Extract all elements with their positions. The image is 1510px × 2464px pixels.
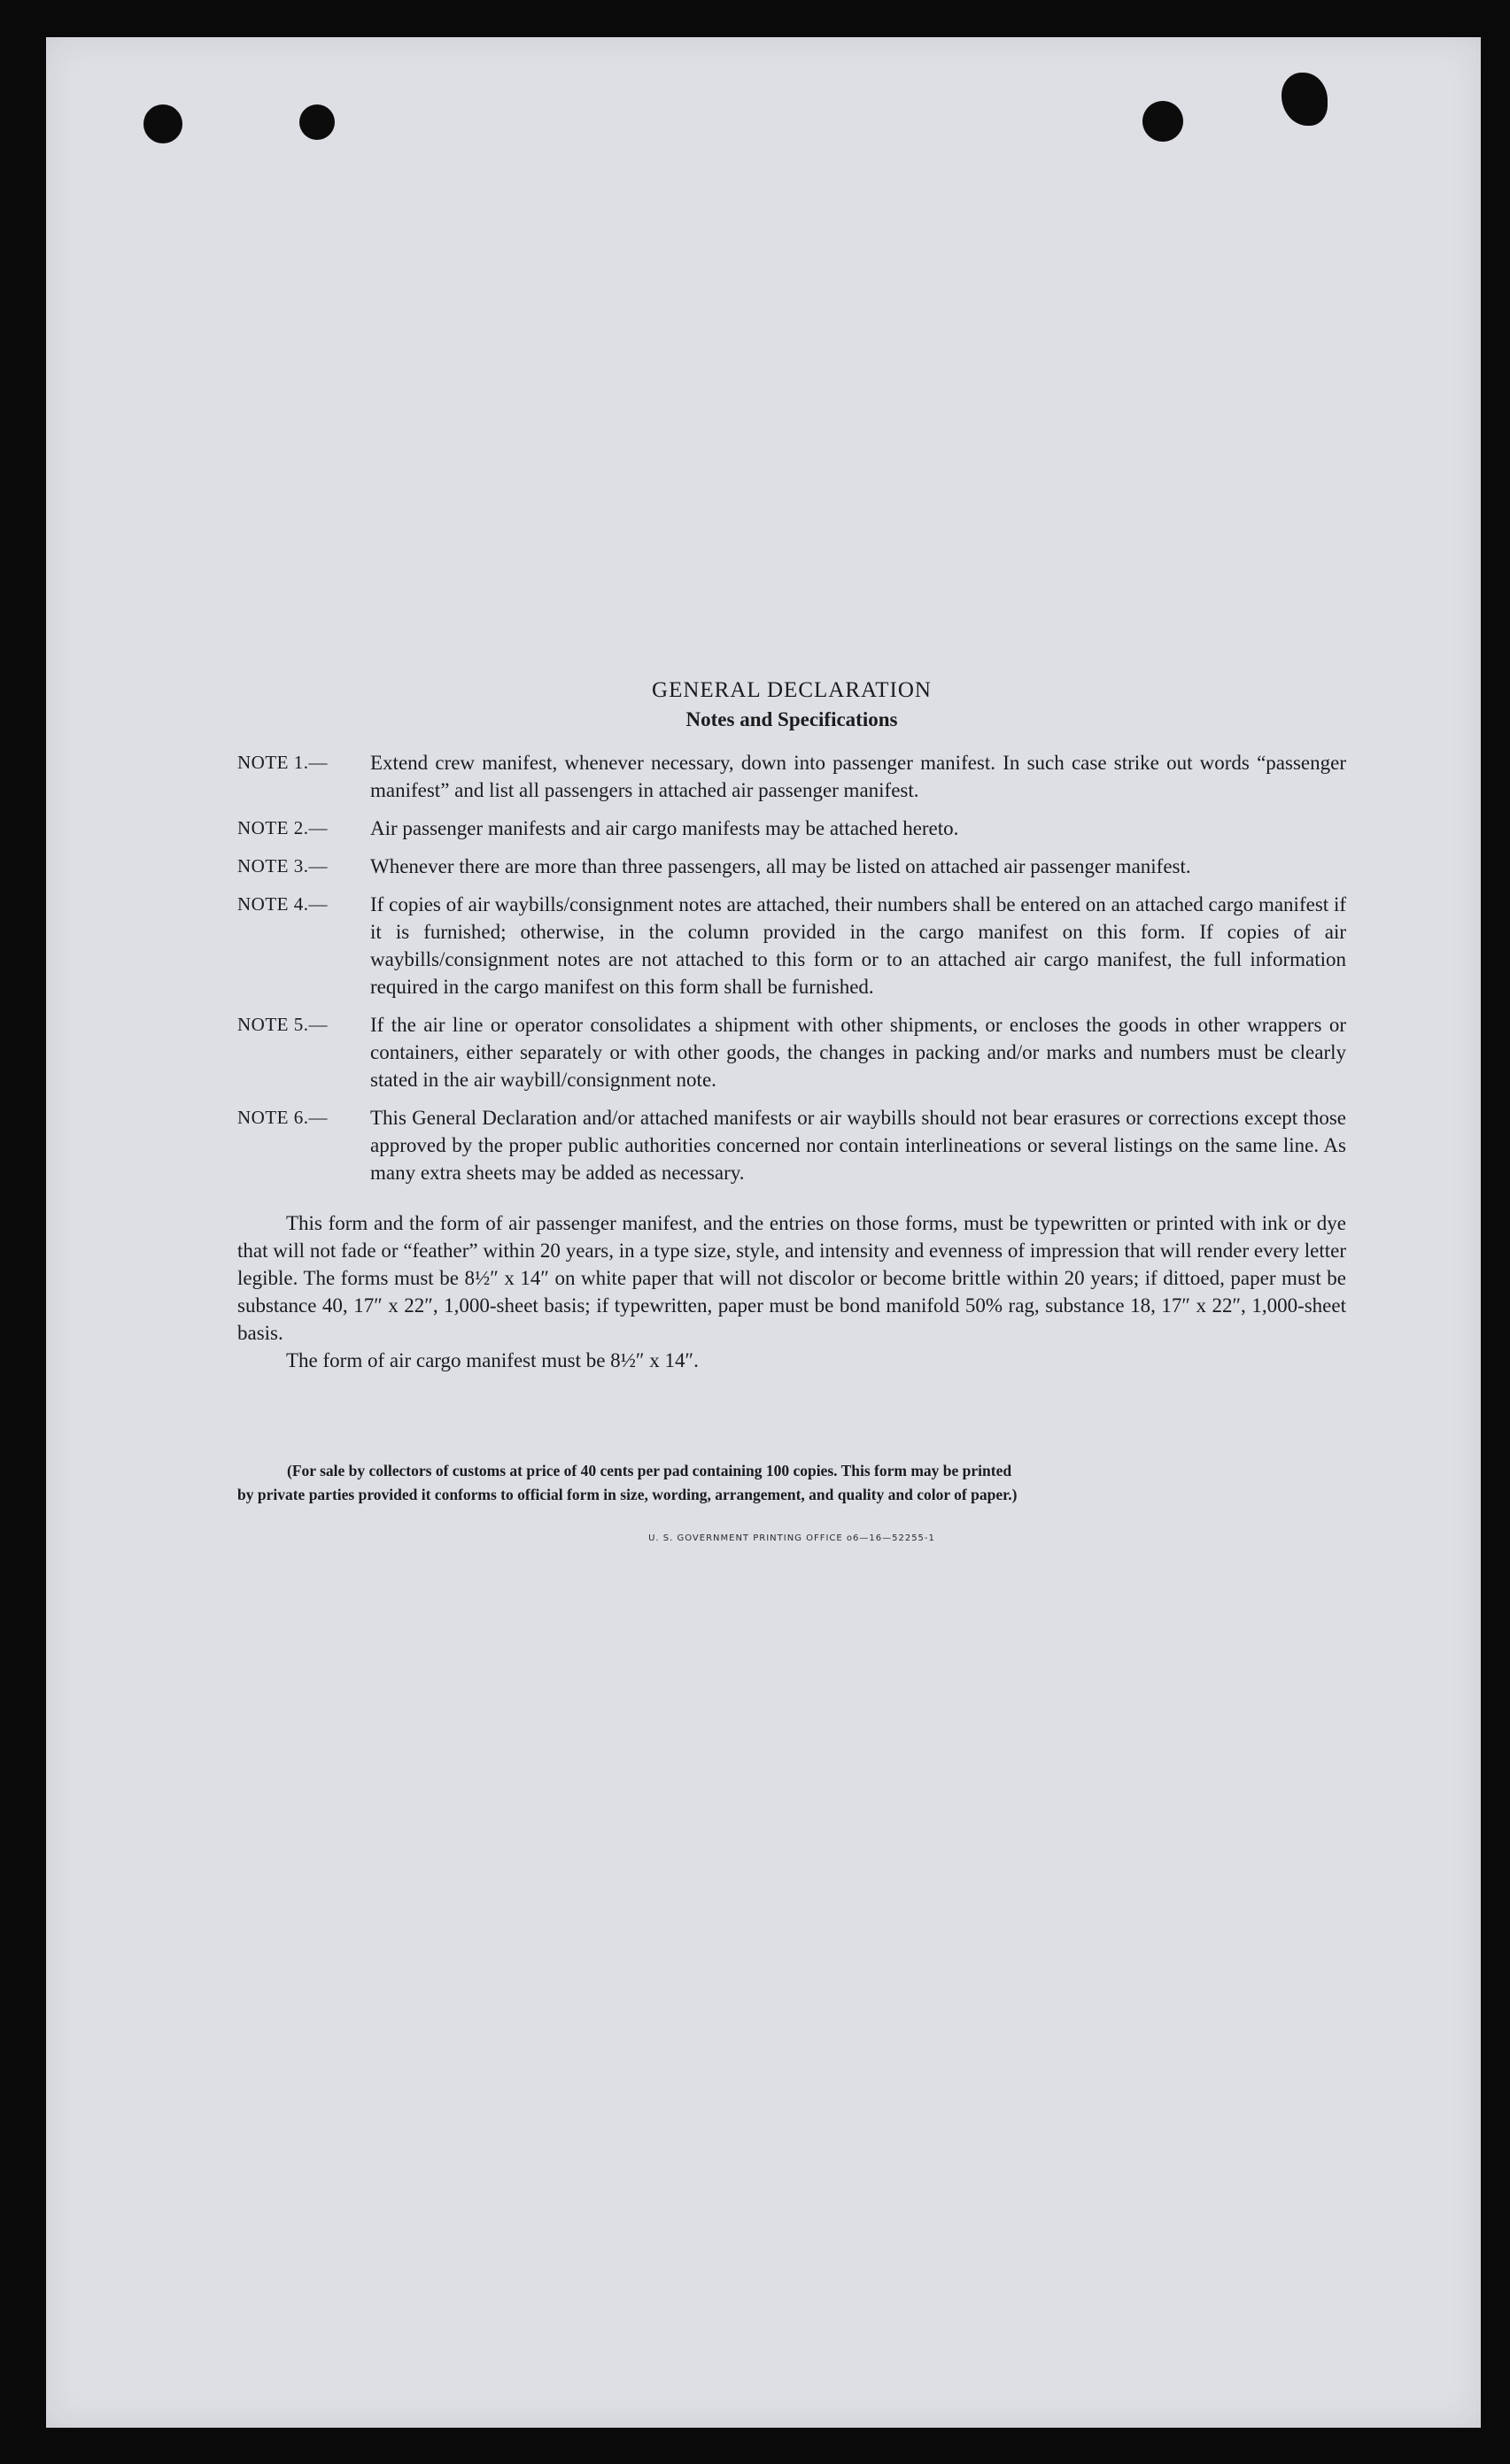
- specification-paragraph: This form and the form of air passenger manifest, and the entries on those forms, must be typewritten or printed with ink or dye that will not fade or “feather” within 20 years, in a type size, style, and intensity and evenness of impression that will render every letter legible. The forms must be 8½″ x 14″ on white paper that will not discolor or become brittle within 20 years; if dittoed, paper must be substance 40, 17″ x 22″, 1,000-sheet basis; if typewritten, paper must be bond manifold 50% rag, substance 18, 17″ x 22″, 1,000-sheet basis.: [237, 1212, 1346, 1344]
- note-label: NOTE 5.—: [237, 1014, 328, 1035]
- page-title: GENERAL DECLARATION: [652, 678, 932, 702]
- note-label: NOTE 1.—: [237, 752, 328, 773]
- note-2: [237, 815, 1346, 842]
- note-5: [237, 1011, 1346, 1093]
- note-6: [237, 1104, 1346, 1186]
- note-label: NOTE 2.—: [237, 817, 328, 838]
- note-text: Extend crew manifest, whenever necessary, down into passenger manifest. In such case strike out words “passenger manifest” and list all passengers in attached air passenger manifest.: [370, 752, 1346, 801]
- declaration-content: [237, 675, 1346, 1543]
- page-subtitle: Notes and Specifications: [685, 708, 898, 730]
- sale-note: [237, 1459, 1346, 1507]
- note-text: If copies of air waybills/consignment notes are attached, their numbers shall be entered on an attached cargo manifest if it is furnished; otherwise, in the column provided in the cargo manifest on this form. If copies of air waybills/consignment notes are not attached to this form or to an attached air cargo manifest, the full information required in the cargo manifest on this form shall be furnished.: [370, 893, 1346, 998]
- printing-office-imprint: U. S. GOVERNMENT PRINTING OFFICE o6—16—52255-1: [648, 1533, 935, 1543]
- note-label: NOTE 3.—: [237, 855, 328, 877]
- note-1: [237, 749, 1346, 804]
- note-label: NOTE 4.—: [237, 893, 328, 915]
- specification-paragraph: The form of air cargo manifest must be 8½″ x 14″.: [286, 1349, 699, 1371]
- punch-hole-right: [1142, 101, 1183, 142]
- sale-note-line: by private parties provided it conforms to official form in size, wording, arrangement, and quality and color of paper.): [237, 1486, 1018, 1503]
- punch-hole-left: [143, 104, 182, 143]
- note-text: This General Declaration and/or attached manifests or air waybills should not bear erasures or corrections except those approved by the proper public authorities concerned nor contain interlineations or several listings on the same line. As many extra sheets may be added as necessary.: [370, 1107, 1346, 1184]
- note-text: Air passenger manifests and air cargo manifests may be attached hereto.: [370, 817, 959, 839]
- document-page: [46, 37, 1481, 2428]
- punch-hole-left-2: [299, 104, 335, 140]
- torn-corner-mark: [1282, 73, 1328, 126]
- note-text: Whenever there are more than three passengers, all may be listed on attached air passenger manifest.: [370, 855, 1191, 877]
- note-3: [237, 853, 1346, 880]
- sale-note-line: (For sale by collectors of customs at price of 40 cents per pad containing 100 copies. This form may be printed: [287, 1462, 1012, 1479]
- note-text: If the air line or operator consolidates a shipment with other shipments, or encloses the goods in other wrappers or containers, either separately or with other goods, the changes in packing and/or marks and numbers must be clearly stated in the air waybill/consignment note.: [370, 1014, 1346, 1091]
- note-4: [237, 891, 1346, 1000]
- note-label: NOTE 6.—: [237, 1107, 328, 1128]
- specifications: [237, 1209, 1346, 1374]
